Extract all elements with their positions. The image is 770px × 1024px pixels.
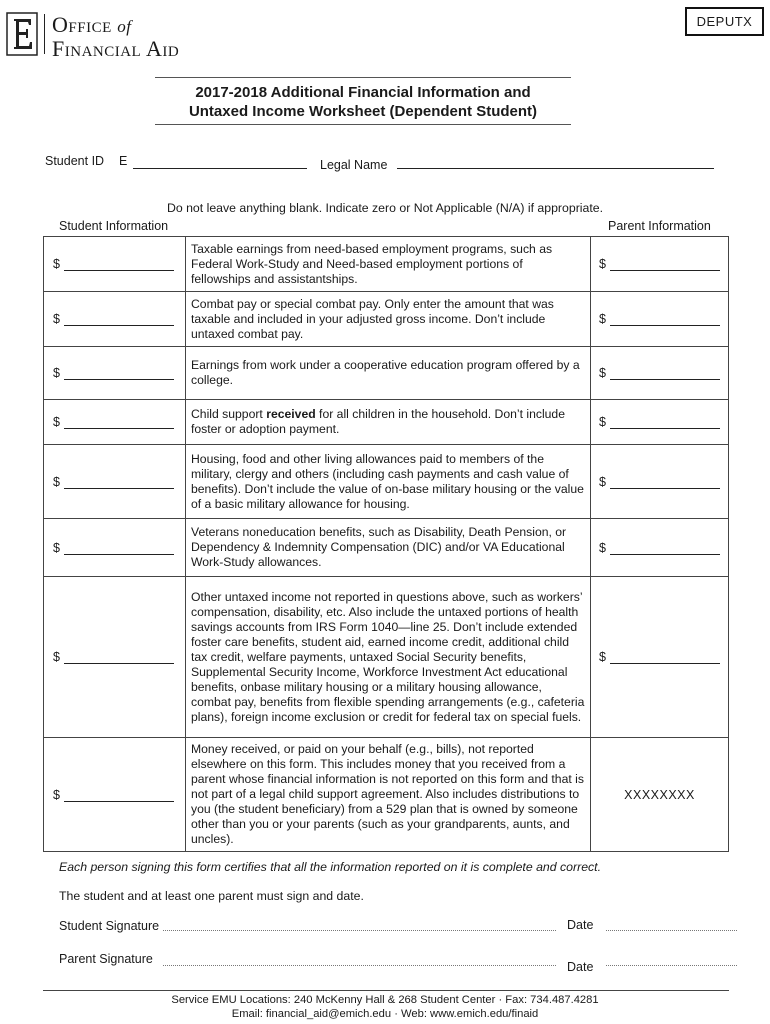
parent-amount-field[interactable]: $ (599, 475, 720, 489)
student-id-prefix: E (119, 154, 128, 168)
parent-amount-field[interactable]: $ (599, 541, 720, 555)
table-row (44, 737, 728, 851)
row-description: Earnings from work under a cooperative education program offered by a college. (186, 347, 591, 399)
student-info-heading: Student Information (59, 219, 169, 233)
student-amount-field[interactable]: $ (53, 475, 174, 489)
form-code-box: DEPUTX (685, 7, 764, 36)
table-row (44, 237, 728, 291)
table-row (44, 444, 728, 518)
emu-e-logo-icon (6, 12, 38, 56)
table-row (44, 518, 728, 576)
legal-name-field[interactable] (397, 168, 714, 169)
parent-not-applicable: XXXXXXXX (624, 787, 695, 802)
parent-date-line[interactable] (606, 965, 737, 966)
footer-locations: Service EMU Locations: 240 McKenny Hall & 268 Student Center · Fax: 734.487.4281 (171, 994, 599, 1006)
footer-contact: Email: financial_aid@emich.edu · Web: www.emich.edu/finaid (231, 1008, 539, 1020)
logo-divider (44, 14, 45, 54)
parent-amount-field[interactable]: $ (599, 257, 720, 271)
row-description: Other untaxed income not reported in questions above, such as workers’ compensation, disability, etc. Also include the untaxed portions of health savings accounts from IRS Form 1040—line 25. Don’t include extended foster care benefits, student aid, earned income credit, additional child tax credit, welfare payments, untaxed Social Security benefits, Supplemental Security Income, Workforce Investment Act educational benefits, onbase military housing or a military housing allowance, combat pay, benefits from flexible spending arrangements (e.g., cafeteria plans), foreign income exclusion or credit for federal tax on special fuels. (186, 577, 591, 737)
row-description: Housing, food and other living allowances paid to members of the military, clergy and others (including cash payments and cash value of benefits). Don’t include the value of on-base military housing or the value of a basic military allowance for housing. (186, 445, 591, 518)
row-description: Child support received for all children in the household. Don’t include foster or adoption payment. (186, 400, 591, 444)
row-description: Combat pay or special combat pay. Only enter the amount that was taxable and included in your adjusted gross income. Don’t include untaxed combat pay. (186, 292, 591, 346)
student-amount-field[interactable]: $ (53, 312, 174, 326)
income-worksheet-table (43, 236, 729, 852)
parent-amount-field[interactable]: $ (599, 650, 720, 664)
title-rule-bottom (155, 124, 571, 125)
parent-signature-label: Parent Signature (59, 952, 153, 966)
row-description: Money received, or paid on your behalf (e.g., bills), not reported elsewhere on this form. This includes money that you received from a parent whose financial information is not reported on this form and that is not part of a legal child support agreement. Also includes distributions to you (the student beneficiary) from a 529 plan that is owned by someone other than you or your parents (such as your grandparents, aunts, and uncles). (186, 738, 591, 851)
signing-requirement-text: The student and at least one parent must sign and date. (59, 889, 364, 903)
parent-date-label: Date (567, 960, 594, 974)
student-amount-field[interactable]: $ (53, 415, 174, 429)
student-amount-field[interactable]: $ (53, 650, 174, 664)
table-row (44, 346, 728, 399)
logo-office-text: Office of (52, 12, 132, 37)
footer-rule (43, 990, 729, 991)
student-signature-label: Student Signature (59, 919, 160, 933)
table-row (44, 291, 728, 346)
page-title: 2017-2018 Additional Financial Information and Untaxed Income Worksheet (Dependent Student) (188, 84, 538, 120)
instructions-text: Do not leave anything blank. Indicate zero or Not Applicable (N/A) if appropriate. (166, 201, 604, 215)
student-amount-field[interactable]: $ (53, 257, 174, 271)
parent-signature-line[interactable] (163, 965, 556, 966)
student-id-label: Student ID (45, 154, 105, 168)
logo-financial-aid-text: Financial Aid (52, 36, 180, 61)
certification-text: Each person signing this form certifies that all the information reported on it is complete and correct. (59, 860, 602, 874)
row-description: Veterans noneducation benefits, such as Disability, Death Pension, or Dependency & Indemnity Compensation (DIC) and/or VA Educational Work-Study allowances. (186, 519, 591, 576)
student-signature-line[interactable] (163, 930, 556, 931)
parent-amount-field[interactable]: $ (599, 415, 720, 429)
student-date-label: Date (567, 918, 594, 932)
student-amount-field[interactable]: $ (53, 366, 174, 380)
title-rule-top (155, 77, 571, 78)
student-date-line[interactable] (606, 930, 737, 931)
parent-amount-field[interactable]: $ (599, 366, 720, 380)
table-row (44, 576, 728, 737)
student-amount-field[interactable]: $ (53, 788, 174, 802)
parent-info-heading: Parent Information (608, 219, 711, 233)
student-id-field[interactable] (133, 168, 307, 169)
legal-name-label: Legal Name (320, 158, 388, 172)
parent-amount-field[interactable]: $ (599, 312, 720, 326)
student-amount-field[interactable]: $ (53, 541, 174, 555)
table-row (44, 399, 728, 444)
row-description: Taxable earnings from need-based employment programs, such as Federal Work-Study and Need-based employment portions of fellowships and assistantships. (186, 237, 591, 291)
